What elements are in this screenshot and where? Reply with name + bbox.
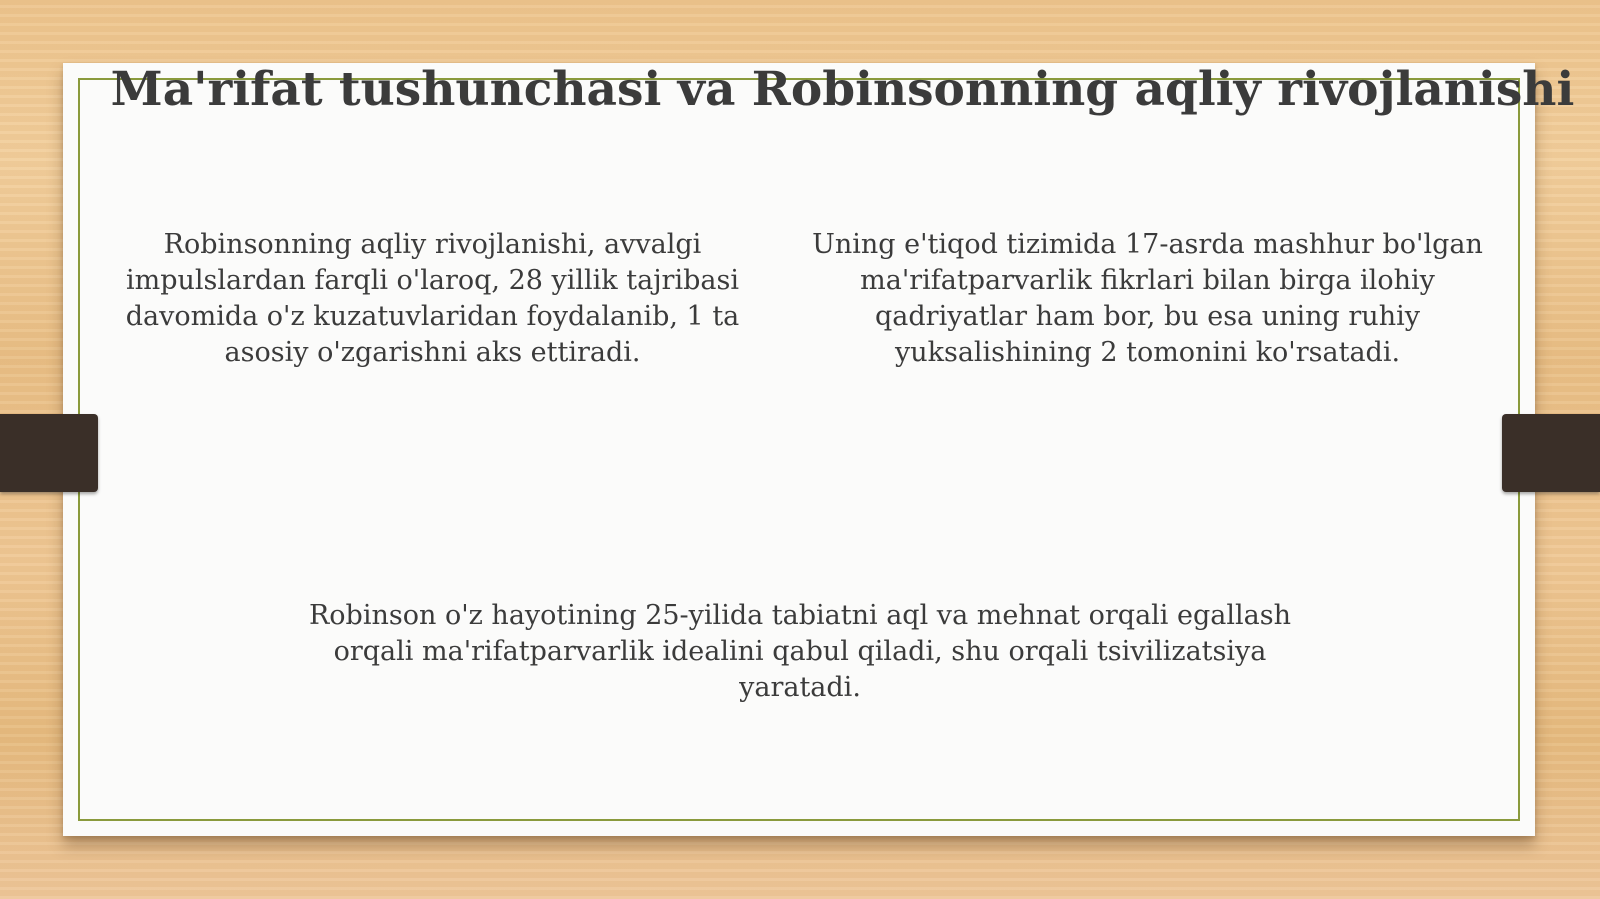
- paragraph-bottom: Robinson o'z hayotining 25-yilida tabiatni aql va mehnat orqali egallash orqali ma'rifatparvarlik idealini qabul qiladi, shu orqali tsivilizatsiya yaratadi.: [308, 600, 1292, 703]
- slide-inner-border: [78, 78, 1520, 821]
- paragraph-right: Uning e'tiqod tizimida 17-asrda mashhur bo'lgan ma'rifatparvarlik fikrlari bilan birga ilohiy qadriyatlar ham bor, bu esa uning ruhiy yuksalishining 2 tomonini ko'rsatadi.: [812, 229, 1483, 368]
- slide-title: Ma'rifat tushunchasi va Robinsonning aqliy rivojlanishi: [110, 62, 1575, 117]
- paragraph-left: Robinsonning aqliy rivojlanishi, avvalgi impulslardan farqli o'laroq, 28 yillik tajribasi davomida o'z kuzatuvlaridan foydalanib, 1 ta asosiy o'zgarishni aks ettiradi.: [125, 229, 740, 368]
- slide-card: [63, 63, 1535, 836]
- right-binder-clip: [1502, 414, 1600, 492]
- left-binder-clip: [0, 414, 98, 492]
